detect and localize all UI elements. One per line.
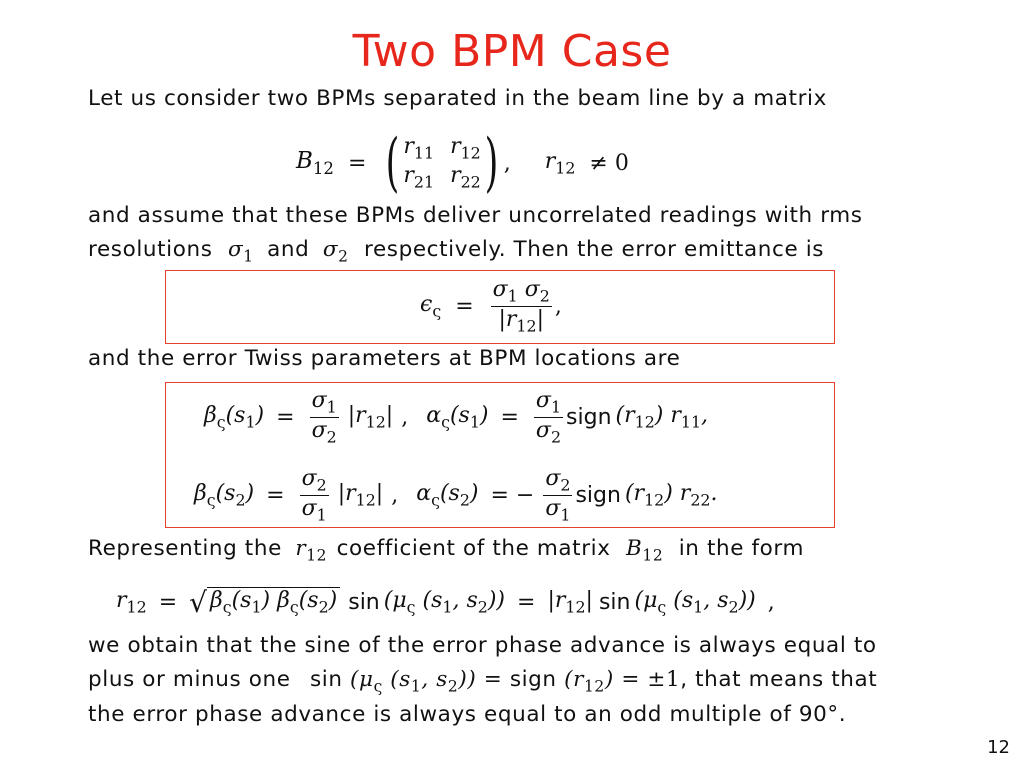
- twiss-row-2: $\beta_\varsigma(s_2)$ = $\frac{\sigma_2}{\sigma_1}$ $|r_{12}|$ , $\alpha_\varsigma(s_2)$ = − $\frac{\sigma_2}{\sigma_1}$ sign $(r_{12})$ $r_{22}$.: [194, 465, 718, 525]
- r12-equation: $r_{12}$ = √ $\beta_\varsigma(s_1)$ $\beta_\varsigma(s_2)$ sin ($\mu_\varsigma$ ($s_1$, $s_2$)) = $|r_{12}|$ sin ($\mu_\varsigma$ ($s_1$, $s_2$)) ,: [116, 585, 775, 619]
- plus-minus-line: plus or minus one $\sin (\mu_\varsigma$ ($s_1$, $s_2$)) = sign $(r_{12}) = \pm 1$, that means that: [88, 667, 878, 696]
- obtain-text: we obtain that the sine of the error phase advance is always equal to: [88, 633, 877, 658]
- twiss-row-1: $\beta_\varsigma(s_1)$ = $\frac{\sigma_1}{\sigma_2}$ $|r_{12}|$ , $\alpha_\varsigma(s_1)$ = $\frac{\sigma_1}{\sigma_2}$ sign $(r_{12})$ $r_{11}$,: [204, 387, 709, 447]
- odd-multiple-text: the error phase advance is always equal to an odd multiple of 90°.: [88, 702, 847, 727]
- slide-title: Two BPM Case: [352, 26, 672, 77]
- page-number: 12: [987, 737, 1010, 758]
- assume-text: and assume that these BPMs deliver uncorrelated readings with rms: [88, 203, 863, 228]
- emittance-formula: $\epsilon_\varsigma$ = $\frac{\sigma_1 \sigma_2}{|r_{12}|}$ ,: [420, 276, 562, 336]
- twiss-intro-text: and the error Twiss parameters at BPM locations are: [88, 346, 681, 371]
- neq-zero: ≠ 0: [589, 150, 629, 176]
- representing-line: Representing the $r_{12}$ coefficient of the matrix $B_{12}$ in the form: [88, 536, 805, 565]
- matrix-equation: $B_{12}$ = ( $r_{11}$ $r_{12}$ $r_{21}$ $r_{22}$ ) , $r_{12}$ ≠ 0: [296, 126, 629, 200]
- intro-text: Let us consider two BPMs separated in the beam line by a matrix: [88, 86, 827, 111]
- resolutions-line: resolutions $\sigma_1$ and $\sigma_2$ respectively. Then the error emittance is: [88, 237, 825, 266]
